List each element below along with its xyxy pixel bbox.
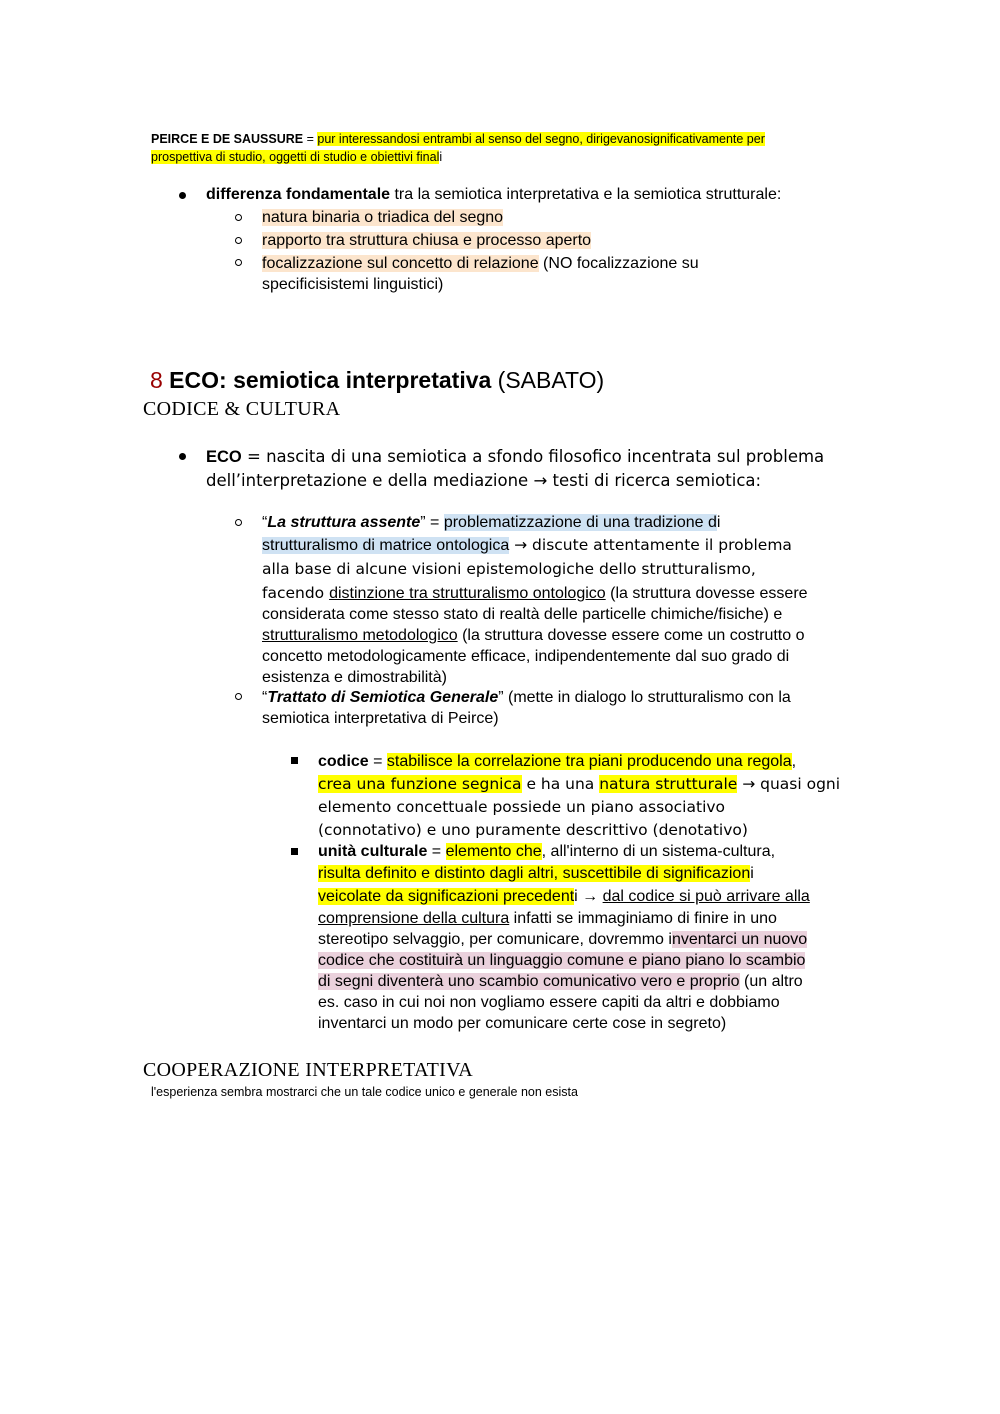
intro-highlight-1: pur interessandosi entrambi al senso del segno, dirigevanosignificativamente per — [317, 132, 765, 146]
unita-highlight-2: risulta definito e distinto dagli altri, suscettibile di significazion — [318, 865, 751, 882]
codice-t2: e ha una — [521, 775, 600, 793]
subheading-codice-cultura: CODICE & CULTURA — [143, 398, 341, 420]
diff-item-2-text: rapporto tra struttura chiusa e processo aperto — [262, 232, 592, 249]
bullet-circle-icon — [235, 259, 242, 266]
unita-l9: inventarci un modo per comunicare certe cose in segreto) — [318, 1015, 727, 1032]
struttura-title: La struttura assente — [267, 514, 421, 531]
diff-line — [206, 185, 781, 205]
unita-l5a: stereotipo selvaggio, per comunicare, dovremmo i — [318, 931, 672, 948]
unita-t7: (un altro — [739, 973, 803, 990]
codice-highlight-1: stabilisce la correlazione tra piani producendo una regola — [386, 753, 792, 770]
codice-highlight-3: natura strutturale — [599, 775, 738, 793]
diff-item-1 — [262, 207, 503, 229]
diff-item-3-line2: specificisistemi linguistici) — [262, 276, 444, 293]
bullet-dot-icon — [179, 453, 186, 460]
bullet-square-icon — [291, 848, 298, 855]
intro-highlight-2: prospettiva di studio, oggetti di studio e obiettivi final — [151, 150, 440, 164]
unita-highlight-pink-3: di segni diventerà uno scambio comunicativo vero e proprio — [318, 973, 740, 990]
struttura-highlight-1: problematizzazione di una tradizione d — [443, 514, 717, 531]
struttura-l3: alla base di alcune visioni epistemologiche dello strutturalismo, — [262, 560, 756, 578]
trattato-tail: ” (mette in dialogo lo strutturalismo con la — [498, 689, 791, 706]
quote-close: ” = — [420, 514, 444, 531]
section-number: 8 — [150, 367, 163, 393]
codice-highlight-2: crea una funzione segnica — [318, 775, 522, 793]
struttura-highlight-2: strutturalismo di matrice ontologica — [262, 537, 510, 554]
eco-bold: ECO — [206, 448, 242, 466]
trattato-title: Trattato di Semiotica Generale — [267, 689, 499, 706]
codice-t1: , — [791, 753, 797, 770]
cooperazione-text: l'esperienza sembra mostrarci che un tale codice unico e generale non esista — [151, 1085, 578, 1099]
diff-text: tra la semiotica interpretativa e la semiotica strutturale: — [390, 186, 782, 203]
unita-underline-2: comprensione della cultura — [318, 910, 510, 927]
codice-l3: elemento concettuale possiede un piano associativo — [318, 798, 726, 816]
bullet-circle-icon — [235, 214, 242, 221]
codice-bold: codice — [318, 753, 369, 770]
codice-eq: = — [368, 753, 387, 770]
struttura-metodologico: strutturalismo metodologico — [262, 627, 458, 644]
diff-item-3 — [262, 253, 699, 295]
unita-t3a: i → — [574, 888, 603, 905]
unita-t1: , all'interno di un sistema-cultura, — [541, 843, 776, 860]
subheading-cooperazione: COOPERAZIONE INTERPRETATIVA — [143, 1059, 474, 1081]
intro-tail: i — [439, 150, 443, 164]
quote-open: “ — [262, 514, 268, 531]
section-title: ECO: semiotica interpretativa — [162, 367, 492, 393]
struttura-l6b: (la struttura dovesse essere come un costrutto o — [457, 627, 805, 644]
struttura-l8: esistenza e dimostrabilità) — [262, 669, 447, 686]
unita-highlight-1: elemento che — [445, 843, 542, 860]
diff-item-2 — [262, 230, 591, 252]
eco-line2: dell’interpretazione e della mediazione → testi di ricerca semiotica: — [206, 471, 762, 490]
unita-t2: i — [750, 865, 754, 882]
struttura-l4b: (la struttura dovesse essere — [605, 585, 808, 602]
unita-bold: unità culturale — [318, 843, 428, 860]
codice-t3: → quasi ogni — [737, 775, 841, 793]
struttura-l7: concetto metodologicamente efficace, indipendentemente dal suo grado di — [262, 648, 790, 665]
diff-bold: differenza fondamentale — [206, 186, 391, 203]
struttura-paragraph — [262, 512, 808, 688]
unita-highlight-3: veicolate da significazioni precedent — [318, 888, 575, 905]
unita-l8: es. caso in cui noi non vogliamo essere capiti da altri e dobbiamo — [318, 994, 780, 1011]
diff-item-3-tail: (NO focalizzazione su — [538, 255, 699, 272]
unita-t4: infatti se immaginiamo di finire in uno — [509, 910, 777, 927]
bullet-square-icon — [291, 757, 298, 764]
codice-paragraph — [318, 750, 840, 842]
eco-paragraph — [206, 445, 824, 492]
codice-l4: (connotativo) e uno puramente descrittivo (denotativo) — [318, 821, 748, 839]
quote-open: “ — [262, 689, 268, 706]
struttura-l4a: facendo — [262, 584, 330, 602]
diff-item-3-highlight: focalizzazione sul concetto di relazione — [262, 255, 539, 272]
unita-highlight-pink-1: nventarci un nuovo — [671, 931, 808, 948]
trattato-l2: semiotica interpretativa di Peirce) — [262, 710, 499, 727]
bullet-dot-icon — [179, 192, 186, 199]
section-title-tail: (SABATO) — [491, 367, 605, 393]
unita-paragraph — [318, 841, 810, 1034]
eco-line1: = nascita di una semiotica a sfondo filosofico incentrata sul problema — [241, 447, 825, 466]
struttura-t2: → discute attentamente il problema — [509, 536, 792, 554]
section-heading — [150, 366, 604, 394]
unita-underline-1: dal codice si può arrivare alla — [602, 888, 810, 905]
struttura-l5: considerata come stesso stato di realtà delle particelle chimiche/fisiche) e — [262, 606, 783, 623]
unita-highlight-pink-2: codice che costituirà un linguaggio comune e piano piano lo scambio — [318, 952, 806, 969]
intro-eq: = — [303, 132, 318, 146]
bullet-circle-icon — [235, 519, 242, 526]
bullet-circle-icon — [235, 237, 242, 244]
diff-item-1-text: natura binaria o triadica del segno — [262, 209, 504, 226]
trattato-paragraph — [262, 687, 791, 729]
intro-label: PEIRCE E DE SAUSSURE — [151, 132, 304, 146]
unita-eq: = — [427, 843, 446, 860]
intro-paragraph — [151, 130, 765, 166]
bullet-circle-icon — [235, 693, 242, 700]
struttura-ontologico: distinzione tra strutturalismo ontologico — [329, 585, 606, 602]
struttura-t1: i — [716, 514, 721, 531]
